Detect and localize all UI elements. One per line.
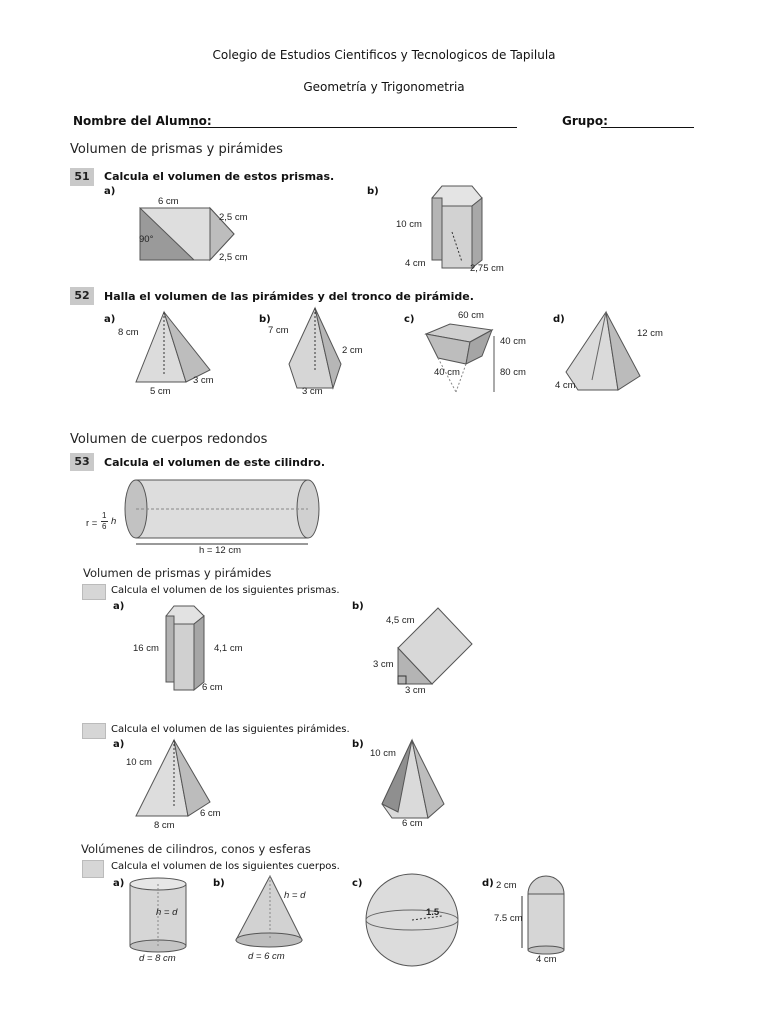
measure-label: 3 cm <box>302 386 323 397</box>
exercise-number-box <box>82 860 104 878</box>
measure-label: 4,5 cm <box>386 615 415 626</box>
pentagonal-prism-figure <box>160 602 212 694</box>
measure-label: 12 cm <box>637 328 663 339</box>
measure-label: 4 cm <box>555 380 576 391</box>
exercise-statement: Calcula el volumen de los siguientes cuerpos. <box>111 861 340 872</box>
height-variable: h <box>111 516 117 527</box>
student-name-field[interactable] <box>189 127 517 128</box>
figure-label: d) <box>553 314 565 325</box>
fraction-denominator: 6 <box>102 522 107 531</box>
figure-label: c) <box>404 314 415 325</box>
exercise-statement: Halla el volumen de las pirámides y del tronco de pirámide. <box>104 290 474 303</box>
measure-label: h = 12 cm <box>199 545 241 556</box>
figure-label: a) <box>104 314 116 325</box>
measure-label: 8 cm <box>118 327 139 338</box>
frustum-pyramid-figure <box>422 316 502 396</box>
measure-label: 2,5 cm <box>219 252 248 263</box>
figure-label: a) <box>113 601 125 612</box>
figure-label: b) <box>213 878 225 889</box>
measure-label: d = 8 cm <box>139 953 176 964</box>
measure-label: 6 cm <box>200 808 221 819</box>
radius-label: r = <box>86 518 98 529</box>
pentagonal-prism-figure <box>426 182 496 274</box>
exercise-statement: Calcula el volumen de este cilindro. <box>104 456 326 469</box>
capsule-figure <box>520 874 572 958</box>
measure-label: 40 cm <box>434 367 460 378</box>
measure-label: 2 cm <box>342 345 363 356</box>
figure-label: b) <box>367 186 379 197</box>
section-title: Volumen de prismas y pirámides <box>83 566 272 580</box>
measure-label: 7 cm <box>268 325 289 336</box>
measure-label: 3 cm <box>405 685 426 696</box>
sphere-figure <box>364 872 460 968</box>
measure-label: 4,1 cm <box>214 643 243 654</box>
measure-label: 7.5 cm <box>494 913 523 924</box>
measure-label: 40 cm <box>500 336 526 347</box>
exercise-statement: Calcula el volumen de estos prismas. <box>104 170 335 183</box>
cylinder-figure <box>122 478 320 546</box>
exercise-statement: Calcula el volumen de las siguientes pirámides. <box>111 724 350 735</box>
measure-label: 10 cm <box>396 219 422 230</box>
measure-label: 4 cm <box>405 258 426 269</box>
group-label: Grupo: <box>562 114 608 128</box>
section-title: Volumen de prismas y pirámides <box>70 142 283 157</box>
exercise-number-box <box>82 584 106 600</box>
measure-label: d = 6 cm <box>248 951 285 962</box>
measure-label: 80 cm <box>500 367 526 378</box>
group-field[interactable] <box>601 127 694 128</box>
measure-label: 6 cm <box>202 682 223 693</box>
measure-label: 2,75 cm <box>470 263 504 274</box>
measure-label: 2 cm <box>496 880 517 891</box>
figure-label: d) <box>482 878 494 889</box>
section-title: Volumen de cuerpos redondos <box>70 432 268 447</box>
section-title: Volúmenes de cilindros, conos y esferas <box>81 842 311 856</box>
measure-label: 3 cm <box>373 659 394 670</box>
exercise-number-badge: 51 <box>70 168 94 186</box>
exercise-statement: Calcula el volumen de los siguientes prismas. <box>111 585 340 596</box>
figure-label: b) <box>259 314 271 325</box>
measure-label: 1.5 <box>426 907 440 918</box>
measure-label: 6 cm <box>158 196 179 207</box>
exercise-number-badge: 52 <box>70 287 94 305</box>
angle-label: 90° <box>139 234 154 245</box>
measure-label: 10 cm <box>370 748 396 759</box>
measure-label: 5 cm <box>150 386 171 397</box>
fraction-numerator: 1 <box>102 511 107 520</box>
measure-label: 3 cm <box>193 375 214 386</box>
figure-label: a) <box>113 878 125 889</box>
cone-figure <box>232 874 306 954</box>
exercise-number-badge: 53 <box>70 453 94 471</box>
measure-label: 2,5 cm <box>219 212 248 223</box>
exercise-number-box <box>82 723 106 739</box>
subject-title: Geometría y Trigonometria <box>303 80 465 94</box>
figure-label: b) <box>352 739 364 750</box>
measure-label: 10 cm <box>126 757 152 768</box>
figure-label: a) <box>113 739 125 750</box>
figure-label: a) <box>104 186 116 197</box>
figure-label: b) <box>352 601 364 612</box>
figure-label: c) <box>352 878 363 889</box>
measure-label: 4 cm <box>536 954 557 965</box>
measure-label: 8 cm <box>154 820 175 831</box>
measure-label: 16 cm <box>133 643 159 654</box>
measure-label: h = d <box>284 890 306 901</box>
student-name-label: Nombre del Alumno: <box>73 114 212 128</box>
measure-label: 6 cm <box>402 818 423 829</box>
measure-label: 60 cm <box>458 310 484 321</box>
school-title: Colegio de Estudios Cientificos y Tecnologicos de Tapilula <box>212 48 556 62</box>
measure-label: h = d <box>156 907 178 918</box>
